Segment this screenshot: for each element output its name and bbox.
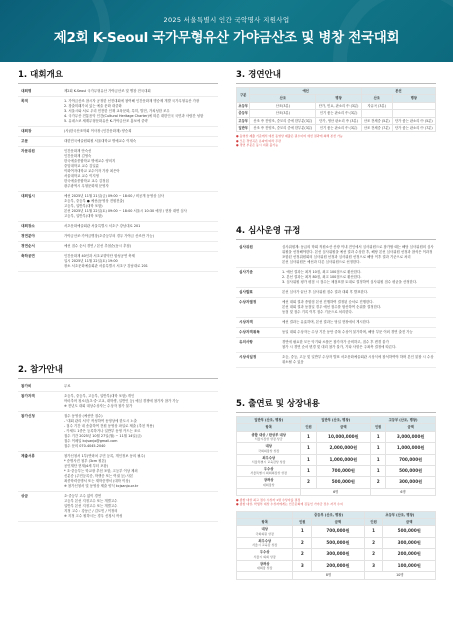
row-label: 경연분야 xyxy=(21,234,35,238)
table-cell xyxy=(361,110,392,117)
row-value xyxy=(62,97,218,126)
row-label: 제출서류 xyxy=(21,454,35,458)
table-cell: 500,000원 xyxy=(383,526,436,537)
row-value xyxy=(62,252,218,271)
table-cell: 1 xyxy=(301,466,316,477)
table-header: 예선 xyxy=(250,88,361,95)
row-text: 2. 창출미래가치 있는 예술 문화 대중화 xyxy=(64,104,122,108)
row-value xyxy=(62,232,218,241)
row-text: 고등부, 일반부(대학 포함) xyxy=(64,204,103,208)
prize-name-cell xyxy=(237,466,301,477)
note-text: ● 경연 부문은 동시 지원 불가능 xyxy=(236,142,279,147)
row-value xyxy=(280,288,436,297)
table-header: 구분 xyxy=(237,88,250,103)
prize-name: 장려상 xyxy=(259,561,270,566)
table-cell: 1 xyxy=(301,454,316,465)
prize-name-cell xyxy=(237,549,293,560)
row-text: - 접수 기간 내 송출하여 전원 동영상 파일로 제출 (추천 적용) xyxy=(64,424,154,428)
prize-table-junior xyxy=(236,511,436,580)
table-header: 인원 xyxy=(371,424,386,431)
row-text: 접수 기간 2025년 10월 27일(월) ~ 11월 14일(금) xyxy=(64,434,142,438)
table-cell: 300,000원 xyxy=(312,549,364,560)
row-text: 접수 문의 070-4045-2040 xyxy=(64,444,106,448)
row-text: - 카세트 1종은 등록하거나 일반부 동영 카드는 조르 xyxy=(64,429,141,433)
table-cell xyxy=(392,102,435,109)
row-text: 3. 서울시와 서로 우리 민전한 인재 교육문화, 특히, 발전, 가치성한 조우 xyxy=(64,109,170,113)
table-cell: 200,000원 xyxy=(383,549,436,560)
section-title: 4. 심사운영 규정 xyxy=(236,224,436,240)
row-text: 본선 심사위원은 예선과 다른 심사위원으로 선정한다. xyxy=(282,260,361,264)
section-title: 1. 대회개요 xyxy=(18,68,218,84)
row-label: 시상자격 xyxy=(239,320,253,324)
table-cell: 초등부 xyxy=(238,103,248,108)
prize-name-cell xyxy=(237,454,301,465)
section-title: 5. 출연료 및 상장내용 xyxy=(236,397,436,413)
row-label: 수상자격취득 xyxy=(239,330,260,334)
table-header: 중등부 (산조, 병창) xyxy=(293,511,364,518)
table-row xyxy=(237,102,436,109)
info-row xyxy=(236,318,436,328)
prize-name: 대상 xyxy=(265,444,272,449)
row-text: - '대회 관리 서식' 작성하여 동영상에 한도시 노출 xyxy=(64,419,137,423)
table-cell: 산조 中 진양조, 중모리 중에 한부분(3분) xyxy=(250,125,316,132)
prize-desc: 국회의원 상장 xyxy=(255,531,274,536)
table-cell: 1 xyxy=(301,431,316,442)
row-text: 한국예술종합학교 교수 김정섭 xyxy=(64,179,109,183)
info-row xyxy=(18,252,218,272)
table-cell: 단가 좋는 판소리 中 (5분) xyxy=(392,117,435,124)
row-value xyxy=(280,298,436,317)
table-row xyxy=(237,560,436,571)
table-cell: 1 xyxy=(301,443,316,454)
prize-name: 최우수상 xyxy=(258,538,272,543)
table-row xyxy=(237,454,436,465)
prize-desc: 서울시 교육감 상장 xyxy=(252,543,278,548)
row-value xyxy=(62,492,218,521)
table-cell: 500,000원 xyxy=(386,466,436,477)
prize-table-senior xyxy=(236,416,436,496)
row-text: 본선 대회 결과 동점일 경우 예선 점수를 합산하여 순위를 결정한다. xyxy=(282,305,382,309)
row-text: 4. 국가무산 전통음악 인간(Cultural Heritage Charter)에 따른 대한인국 국민과 사람간 성함 xyxy=(64,114,204,118)
row-text: 1. 예선 결과는 최저 10점, 최고 100점으로 환산한다. xyxy=(282,270,362,274)
table-cell xyxy=(392,110,435,117)
table-cell: 산조(3분) xyxy=(250,102,316,109)
table-cell: 2 xyxy=(364,549,383,560)
row-text: 접수 이메일 kcjsanjo@gmail.com xyxy=(64,439,118,443)
table-cell: 2 xyxy=(293,537,312,548)
row-text: 심사위원계: 동급의 학회 직원소산 산장 이내 전인에서 심사위원으로 참가할 때는 해당 심사위원의 심사위원을 선정해야한다. 본선 심사위원을 예선 결과 수상한 후, 해당 본선 심사위원 선정과 참석은 이과정 포함된 선정위원회의 심사위원 선정과 심사위원 선정으로 해당 이후 결과 기준으로 처리 xyxy=(282,245,434,259)
row-value xyxy=(280,328,436,337)
table-cell: 1 xyxy=(371,454,386,465)
row-text: 이화여자대학교 교수이자 가장 최은아 xyxy=(64,169,120,173)
row-text: ※ 참가신청서 및 동영상 제출 양식 kcjsanjo.or.kr xyxy=(64,484,139,488)
note-text: ● 종합 대상, 학생부 대상 수상자에게는 인간문화재 김동인 가야금 전수 자격 수여 xyxy=(236,502,343,507)
row-label: 심사발표 xyxy=(239,290,253,294)
poster-header xyxy=(0,0,453,62)
row-text: 제2회 K-Seoul 국가무형유산 가야금산조 및 병창 전국대회 xyxy=(64,89,151,93)
row-value xyxy=(280,243,436,267)
row-label: 자문위원 xyxy=(21,149,35,153)
table-header xyxy=(237,511,293,518)
row-text: 무료 xyxy=(64,384,71,388)
row-text: 본선 2025년 11월 22일(토) 09:00 ~ 18:00 서울시 10:30 예정 / 현장 대면 심사 xyxy=(64,209,187,213)
table-row xyxy=(237,431,436,442)
table-header: 고등부 (산조, 병창) xyxy=(371,417,436,424)
prize-name-cell xyxy=(237,477,301,488)
row-text: 가야금산조·가야금병창(초중등부의 경우 가야금 산조만 가능) xyxy=(64,234,154,238)
row-label: 심사위원 xyxy=(239,245,253,249)
table-cell: 1,000,000원 xyxy=(316,454,370,465)
row-text: 초등부, 중등부, 고등부, 일반부(대학 포함) 개인 xyxy=(64,394,135,398)
total-cell: 10명 xyxy=(364,572,435,579)
prize-name-cell xyxy=(237,431,301,442)
row-value xyxy=(62,242,218,251)
table-header: 병창 xyxy=(392,95,435,102)
info-row xyxy=(18,97,218,127)
table-row xyxy=(237,477,436,488)
table-header: 금액 xyxy=(386,424,436,431)
info-row xyxy=(236,328,436,338)
row-text: 인간문화재 40인과 서초교향악단 합성공연 축제 xyxy=(64,254,135,258)
row-text: 예선 2025년 11월 21일(금) 09:00 ~ 18:00 / 비공개 동영상 심사 xyxy=(64,194,165,198)
table-cell: 단가, 영산 판소리 中 (3분) xyxy=(316,117,362,124)
info-row xyxy=(18,492,218,522)
overview-list xyxy=(18,87,218,272)
table-cell: 2,000,000원 xyxy=(316,443,370,454)
row-text: 예선 접수 순서 경연 / 본선 추첨순(동시 추첨) xyxy=(64,244,132,248)
row-label: 상금 xyxy=(21,494,28,498)
table-cell: 200,000원 xyxy=(312,560,364,571)
prize-desc: 대회장 상장 xyxy=(256,566,273,571)
table-header: 본선 xyxy=(361,88,435,95)
table-cell: 고등부 xyxy=(238,118,248,123)
info-row xyxy=(18,222,218,232)
row-text: 5. 유네스코 세계무형문화유산 K-가야금산조 홍보에 중략 xyxy=(64,119,148,123)
row-text: 공인재단 현재(4세 부터 포함) xyxy=(64,464,109,468)
prizes-section xyxy=(236,397,436,580)
table-row xyxy=(237,110,436,117)
prize-name: 최우수상 xyxy=(262,455,276,460)
table-row xyxy=(237,117,436,124)
section-title: 3. 경연안내 xyxy=(236,68,436,84)
row-text: 인간문화재 안숙선 xyxy=(64,149,92,153)
info-row xyxy=(18,392,218,412)
prize-name-cell xyxy=(237,526,293,537)
table-row xyxy=(237,488,436,495)
table-row xyxy=(237,526,436,537)
table-cell: 산조 전체중 (5분) xyxy=(361,117,392,124)
row-text: 아마추어 청소년(초·중·고교, 대학생, 일반인 등) 예심 경쟁에 참가자 참가 가능 xyxy=(64,399,179,403)
prize-desc: 서울시장상 상장·상금 xyxy=(254,437,283,442)
row-value xyxy=(62,137,218,146)
row-text: 예선 결과는 유효하며, 본선 결과는 당일 현장에서 게시한다. xyxy=(282,320,371,324)
table-row xyxy=(237,466,436,477)
schedule-section xyxy=(236,68,436,147)
info-row xyxy=(236,288,436,298)
row-value xyxy=(62,147,218,191)
table-cell: 100,000원 xyxy=(383,560,436,571)
table-cell: 단가, 민요, 판소리 中 (3분) xyxy=(316,102,362,109)
table-cell: 산조 中 진양조, 중모리 중에 한부분(3분) xyxy=(250,117,316,124)
prize-desc: 국회의장상 상장 xyxy=(258,448,280,453)
row-text: 참가 시 경연 순서 변경 및 대리 참가 불가, 기타 사항은 주최측 결정에 따른다. xyxy=(282,345,397,349)
row-value xyxy=(62,222,218,231)
table-cell: 300,000원 xyxy=(386,477,436,488)
row-value xyxy=(280,318,436,327)
row-text: ※ 전년도 대회 대상수상자는 수상자 참가 불가 xyxy=(64,404,133,408)
row-text: 서초문화예술회관 서울특별시 서초구 강남대로 201 xyxy=(64,224,141,228)
note-text: ● 종합 대상 최고 점수 수상자 1명 수상자를 결정 xyxy=(236,498,301,503)
row-label: 참가비 xyxy=(21,384,32,388)
prize-name-cell xyxy=(237,560,293,571)
row-label: 참가자격 xyxy=(21,394,35,398)
table-cell: 300,000원 xyxy=(383,537,436,548)
table-cell: 3,000,000원 xyxy=(386,431,436,442)
row-text: * 증명사진 첨부 (3cm 원본) xyxy=(64,459,107,463)
eligibility-list xyxy=(18,382,218,522)
row-label: 수상자결정 xyxy=(239,300,257,304)
table-cell: 500,000원 xyxy=(312,537,364,548)
row-text: 예선 대회 결과 종합점 본선 진행하여 결정된 순서로 진행한다. xyxy=(282,300,374,304)
row-text: ※ 지정 고수 원하시는 경우 신청서 작성 xyxy=(64,514,123,518)
row-value xyxy=(280,268,436,287)
prize-desc: 대회장상 xyxy=(262,482,275,487)
row-label: 대회장소 xyxy=(21,224,35,228)
row-text: 경연에 필요한 모든 악기와 소품은 참가자가 준비하고, 접수 후 변경 불가 xyxy=(282,340,389,344)
table-header: 인원 xyxy=(293,519,312,526)
row-label: 대회명 xyxy=(21,89,32,93)
table-header: 금액 xyxy=(312,519,364,526)
info-row xyxy=(18,137,218,147)
row-label: 목적 xyxy=(21,99,28,103)
table-header: 항목 xyxy=(237,519,293,526)
table-header: 금액 xyxy=(316,424,370,431)
info-row xyxy=(236,243,436,268)
row-label: 축하공연 xyxy=(21,254,35,258)
table-header: 금액 xyxy=(383,519,436,526)
table-row xyxy=(237,125,436,132)
row-label: 참가신청 xyxy=(21,414,35,418)
table-header: 일반부 (산조, 병창) xyxy=(301,417,371,424)
row-text: 신분증 (주민등록증, 학생증 또는 여권 등) 사본 xyxy=(64,474,134,478)
info-row xyxy=(18,452,218,492)
table-cell: 1,000,000원 xyxy=(386,443,436,454)
table-cell: 1 xyxy=(371,431,386,442)
row-text: 인간문화재 김영숙 xyxy=(64,154,92,158)
eligibility-section xyxy=(18,363,218,522)
note-text: ● 동영상 제출 기준에서 예선 동영상 제출은 필수이며 예선 결과에 의해 본선 가능 xyxy=(236,134,343,139)
table-header: 산조 xyxy=(361,95,392,102)
table-row xyxy=(237,443,436,454)
row-text: 중앙대학교 교수 김일륜 xyxy=(64,164,99,168)
info-row xyxy=(18,412,218,452)
info-row xyxy=(18,382,218,392)
info-row xyxy=(236,353,436,368)
table-cell: 1 xyxy=(364,526,383,537)
row-text: 2. 본선 결과는 최저 80점, 최고 100점으로 환산한다. xyxy=(282,275,362,279)
table-header: 항목 xyxy=(237,424,301,431)
row-text: 최종학력증명서 또는 재학증명서 (대학 이상) xyxy=(64,479,130,483)
prize-notes xyxy=(236,498,436,506)
table-cell: 700,000원 xyxy=(316,466,370,477)
table-cell: 3 xyxy=(364,560,383,571)
table-cell: 일반부 xyxy=(238,126,248,131)
row-label: 대회일시 xyxy=(21,194,35,198)
row-text: 초등, 중등, 고등 및 일반부 수상자 발표 서초문화예술회관 시상식에 참석하여야 하며 본인 불참 시 수상 취소될 수 있음 xyxy=(282,355,434,364)
row-text: 광주광역시 무형문화재 문영자 xyxy=(64,184,109,188)
info-row xyxy=(236,338,436,353)
judging-list xyxy=(236,243,436,368)
row-text: 고등부 본선 지정고수 또는 개별고수 xyxy=(64,499,118,503)
prize-name: 우수상 xyxy=(259,550,270,555)
row-text: 초·중등부 고수 없이 경연 xyxy=(64,494,102,498)
section-title: 2. 참가안내 xyxy=(18,363,218,379)
prize-desc: 서울특별시 의회의장상 상장 xyxy=(250,471,288,476)
info-row xyxy=(18,147,218,192)
row-text: 지정 고수 : 강동근 / 김도민 / 이정의 xyxy=(64,509,118,513)
row-label: 대회장 xyxy=(21,129,32,133)
row-value xyxy=(62,127,218,136)
table-cell: 자유곡 (3분) xyxy=(361,102,392,109)
row-text: 한국예술종합학교 명예교수 양의지 xyxy=(64,159,116,163)
row-value xyxy=(280,338,436,352)
prize-name: 대상 xyxy=(261,527,268,532)
total-cell: 6명 xyxy=(301,488,371,495)
table-cell: 3 xyxy=(293,560,312,571)
total-cell: 8명 xyxy=(293,572,364,579)
row-label: 시상식일정 xyxy=(239,355,257,359)
table-cell: 2 xyxy=(364,537,383,548)
table-row xyxy=(237,537,436,548)
overview-section xyxy=(18,68,218,272)
schedule-table xyxy=(236,87,436,132)
schedule-notes xyxy=(236,134,436,147)
total-cell: 6명 xyxy=(371,488,436,495)
table-cell: 10,000,000원 xyxy=(316,431,370,442)
row-text: 일시 2025년 11월 22일(토) 19:00 xyxy=(64,259,118,263)
row-text: 서울대학교 교수 이지영 xyxy=(64,174,99,178)
table-header: 일반부 (산조, 병창) xyxy=(237,417,301,424)
info-row xyxy=(236,298,436,318)
table-cell: 1 xyxy=(371,466,386,477)
prize-name: 장려상 xyxy=(263,478,274,483)
row-label: 고문 xyxy=(21,139,28,143)
info-row xyxy=(18,127,218,137)
table-cell: 1 xyxy=(293,526,312,537)
table-cell xyxy=(237,572,293,579)
row-text: 장소 서초문화예술회관 서울특별시 서초구 강남대로 201 xyxy=(64,264,148,268)
table-cell: 인기 좋는 판소리 中 (3분) xyxy=(316,110,362,117)
row-text: 초등부, 중등부 ● 예선(동영상 전원진출) xyxy=(64,199,125,203)
prize-desc: 서울특별시 교육감상 상장 xyxy=(251,460,286,465)
prize-name: 우수상 xyxy=(263,467,274,472)
row-text: * 초·중등부는 학교장 추천 포함, 고등부 이상 제외 xyxy=(64,469,138,473)
table-row xyxy=(237,549,436,560)
row-text: (사)한국산조학회 이사장 (인간문화재) 양승희 xyxy=(64,129,132,133)
info-row xyxy=(18,192,218,222)
row-value xyxy=(280,353,436,367)
row-text: 본선 심사가 끝난 후 심사위원 점수 결과 대회 후 발표한다. xyxy=(282,290,369,294)
row-text: 대한민국예술원회원 서울대학교 명예교수 이재숙 xyxy=(64,139,137,143)
row-text: 일반부 본선 지정고수 또는 개별고수 xyxy=(64,504,118,508)
row-value xyxy=(62,382,218,391)
row-value xyxy=(62,452,218,491)
note-text: ● 모든 경연곡은 유파에 따라 무관 xyxy=(236,138,282,143)
table-row xyxy=(237,572,436,579)
row-text: 참가신청서 1부(연락처 주민 등록, 개인정보 동의 필수) xyxy=(64,454,146,458)
row-text: 1. 가야금산조 참시자 공정한 선전대회에 참여해 인간문화재 명승제 개발 국가무형유산 가장 xyxy=(64,99,200,103)
table-cell: 1 xyxy=(371,443,386,454)
info-row xyxy=(236,268,436,288)
info-row xyxy=(18,242,218,252)
judging-section xyxy=(236,224,436,368)
row-text: 동일 대회 수상자는 수상 기간 동안 중복 수상이 불가하며, 해당 부문 이외 경연 출전 가능 xyxy=(282,330,413,334)
prize-desc: 서울시 의회 상장 xyxy=(253,554,276,559)
header-subtitle: 2025 서울특별시 인간 국악명사 지원사업 xyxy=(163,16,290,24)
table-header: 병창 xyxy=(316,95,362,102)
table-cell: 산조(3분) xyxy=(250,110,316,117)
table-cell: 단가 좋는 판소리 中 (7분) xyxy=(392,125,435,132)
prize-name: 종합 대상 / 한상부 대상 xyxy=(251,432,286,437)
row-text: 3. 심사위원 평가 평점 시 점수는 채점표를 토대로 결정하여 심사위원 점수 평균을 산정한다. xyxy=(282,280,418,284)
table-cell: 700,000원 xyxy=(312,526,364,537)
row-value xyxy=(62,412,218,451)
row-value xyxy=(62,87,218,96)
row-text: 고등부, 일반부(대학 포함) xyxy=(64,214,103,218)
table-cell: 산조 전체중 (7분) xyxy=(361,125,392,132)
info-row xyxy=(18,87,218,97)
table-cell: 인기 좋는 판소리 中 (3분) xyxy=(316,125,362,132)
info-row xyxy=(18,232,218,242)
table-cell: 2 xyxy=(371,477,386,488)
table-cell xyxy=(237,488,301,495)
row-text: 동점 및 점수 기록 이후 점수 기준으로 처리한다. xyxy=(282,310,353,314)
row-text: 접수 동영상 (예선만 접수) xyxy=(64,414,103,418)
row-label: 유의사항 xyxy=(239,340,253,344)
row-value xyxy=(62,192,218,221)
table-cell: 중등부 xyxy=(238,111,248,116)
row-value xyxy=(62,392,218,411)
header-title: 제2회 K-Seoul 국가무형유산 가야금산조 및 병창 전국대회 xyxy=(53,30,400,46)
table-cell: 2 xyxy=(301,477,316,488)
table-cell: 500,000원 xyxy=(316,477,370,488)
table-header: 인원 xyxy=(364,519,383,526)
table-header: 인원 xyxy=(301,424,316,431)
row-label: 심사기준 xyxy=(239,270,253,274)
prize-name-cell xyxy=(237,537,293,548)
table-cell: 2 xyxy=(293,549,312,560)
table-header: 산조 xyxy=(250,95,316,102)
row-label: 경연순서 xyxy=(21,244,35,248)
table-header: 초등부 (산조, 병창) xyxy=(364,511,435,518)
prize-name-cell xyxy=(237,443,301,454)
table-cell: 700,000원 xyxy=(386,454,436,465)
